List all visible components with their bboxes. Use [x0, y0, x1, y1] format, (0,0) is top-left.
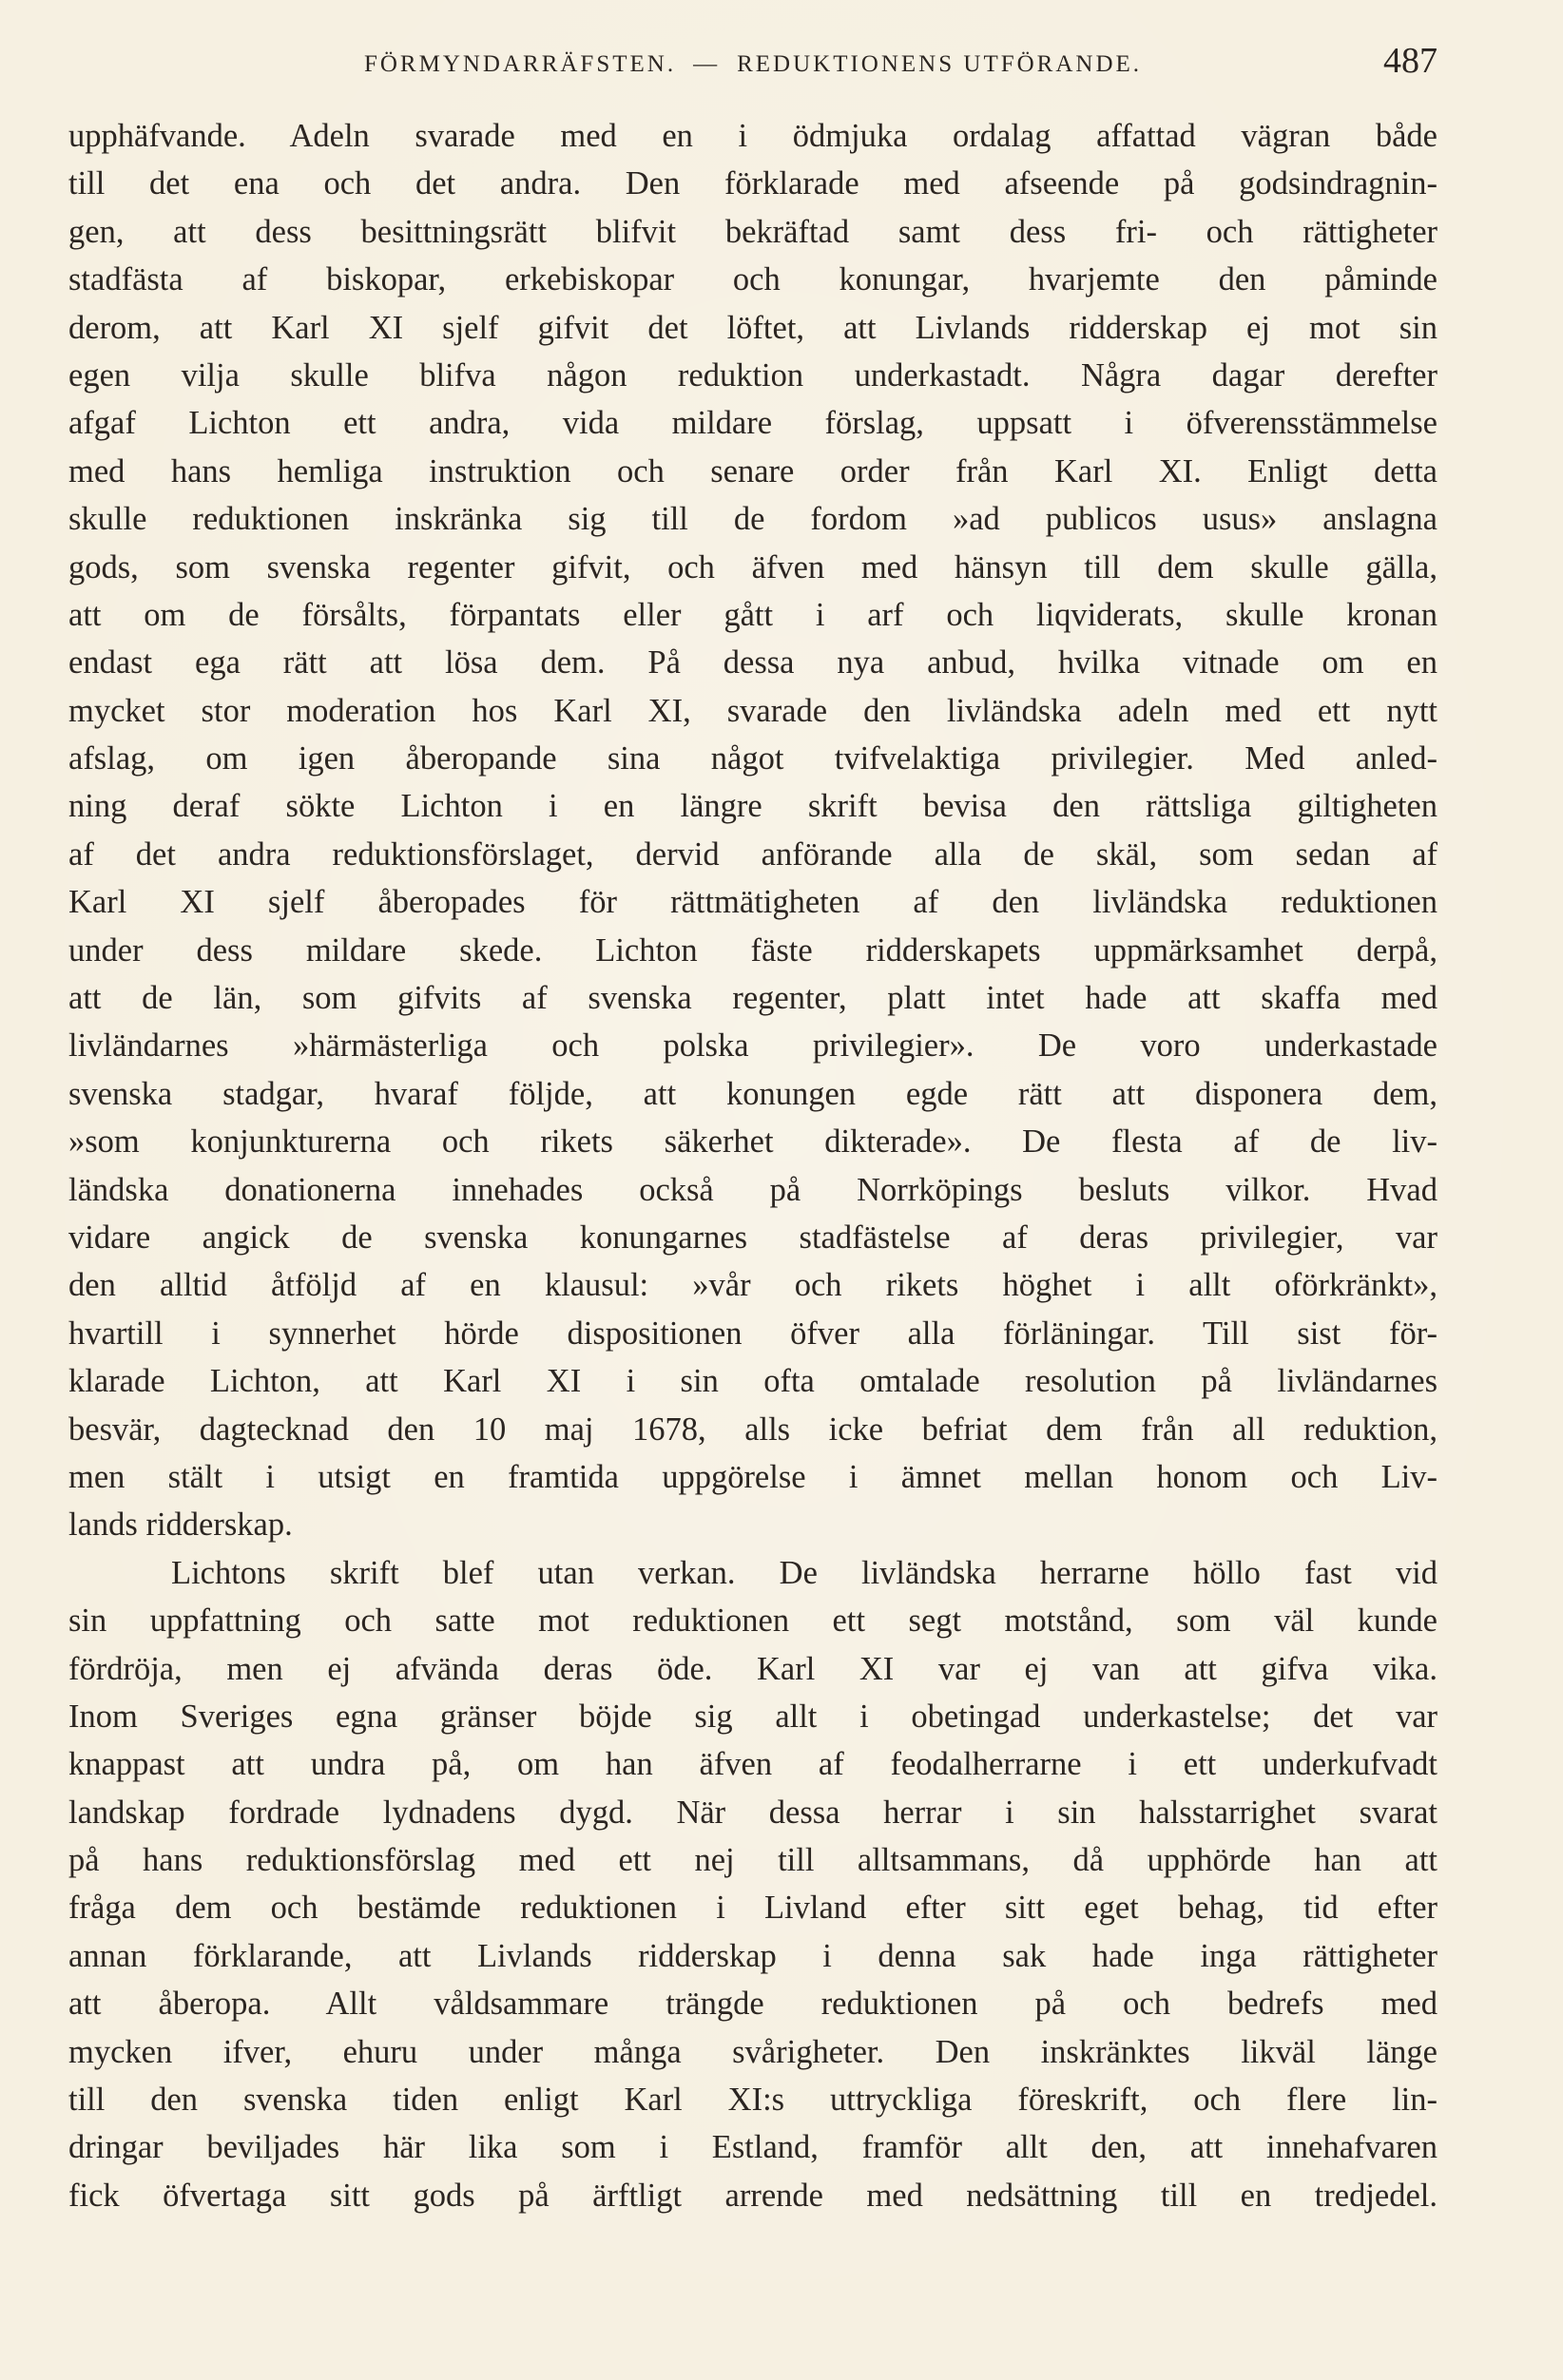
text-line: fördröja, men ej afvända deras öde. Karl XI var ej van att gifva vika.: [68, 1650, 1438, 1687]
text-line: stadfästa af biskopar, erkebiskopar och konungar, hvarjemte den påminde: [68, 261, 1438, 298]
text-line: till den svenska tiden enligt Karl XI:s uttryckliga föreskrift, och flere lin-: [68, 2082, 1438, 2119]
text-line: skulle reduktionen inskränka sig till de fordom »ad publicos usus» anslagna: [68, 501, 1438, 538]
text-line: livländarnes »härmästerliga och polska privilegier». De voro underkastade: [68, 1027, 1438, 1065]
text-line: ländska donationerna innehades också på Norrköpings besluts vilkor. Hvad: [68, 1171, 1438, 1208]
text-line: Inom Sveriges egna gränser böjde sig allt i obetingad underkastelse; det var: [68, 1698, 1438, 1735]
page-number: 487: [1383, 41, 1438, 81]
text-line: fråga dem och bestämde reduktionen i Livland efter sitt eget behag, tid efter: [68, 1890, 1438, 1927]
text-line: men stält i utsigt en framtida uppgörelse i ämnet mellan honom och Liv-: [68, 1458, 1438, 1495]
text-line: den alltid åtföljd af en klausul: »vår och rikets höghet i allt oförkränkt»,: [68, 1267, 1438, 1304]
paragraph-end-line: lands ridderskap.: [68, 1507, 293, 1544]
text-line: att de län, som gifvits af svenska regenter, platt intet hade att skaffa med: [68, 980, 1438, 1017]
text-line: att om de försålts, förpantats eller gått i arf och liqviderats, skulle kronan: [68, 596, 1438, 633]
text-line: »som konjunkturerna och rikets säkerhet dikterade». De flesta af de liv-: [68, 1123, 1438, 1161]
running-head-left: FÖRMYNDARRÄFSTEN.: [363, 51, 677, 77]
text-line: upphäfvande. Adeln svarade med en i ödmjuka ordalag affattad vägran både: [68, 118, 1438, 154]
text-line: att åberopa. Allt våldsammare trängde reduktionen på och bedrefs med: [68, 1986, 1438, 2023]
text-line: klarade Lichton, att Karl XI i sin ofta omtalade resolution på livländarnes: [68, 1363, 1438, 1400]
text-line: afgaf Lichton ett andra, vida mildare förslag, uppsatt i öfverensstämmelse: [68, 405, 1438, 442]
text-line: mycket stor moderation hos Karl XI, svarade den livländska adeln med ett nytt: [68, 692, 1438, 729]
text-line: dringar beviljades här lika som i Estland, framför allt den, att innehafvaren: [68, 2129, 1438, 2166]
paragraph-start-line: Lichtons skrift blef utan verkan. De livländska herrarne höllo fast vid: [171, 1554, 1438, 1591]
text-line: gen, att dess besittningsrätt blifvit bekräftad samt dess fri- och rättigheter: [68, 213, 1438, 250]
text-line: svenska stadgar, hvaraf följde, att konungen egde rätt att disponera dem,: [68, 1075, 1438, 1112]
running-head-title: [68, 51, 1438, 78]
text-line: knappast att undra på, om han äfven af feodalherrarne i ett underkufvadt: [68, 1746, 1438, 1783]
text-line: ning deraf sökte Lichton i en längre skrift bevisa den rättsliga giltigheten: [68, 788, 1438, 825]
text-line: mycken ifver, ehuru under många svårigheter. Den inskränktes likväl länge: [68, 2033, 1438, 2070]
text-line: hvartill i synnerhet hörde dispositionen öfver alla förläningar. Till sist för-: [68, 1315, 1438, 1352]
text-line: gods, som svenska regenter gifvit, och äfven med hänsyn till dem skulle gälla,: [68, 548, 1438, 585]
text-line: derom, att Karl XI sjelf gifvit det löftet, att Livlands ridderskap ej mot sin: [68, 309, 1438, 346]
text-line: endast ega rätt att lösa dem. På dessa nya anbud, hvilka vitnade om en: [68, 644, 1438, 681]
running-head-right: REDUKTIONENS UTFÖRANDE.: [737, 51, 1143, 77]
text-line: sin uppfattning och satte mot reduktionen ett segt motstånd, som väl kunde: [68, 1603, 1438, 1640]
running-head: [68, 40, 1438, 87]
text-line: afslag, om igen åberopande sina något tvifvelaktiga privilegier. Med anled-: [68, 740, 1438, 777]
text-line: egen vilja skulle blifva någon reduktion underkastadt. Några dagar derefter: [68, 356, 1438, 393]
text-line: med hans hemliga instruktion och senare order från Karl XI. Enligt detta: [68, 452, 1438, 489]
text-line: till det ena och det andra. Den förklarade med afseende på godsindragnin-: [68, 165, 1438, 202]
text-line: på hans reduktionsförslag med ett nej till alltsammans, då upphörde han att: [68, 1842, 1438, 1879]
text-line: annan förklarande, att Livlands ridderskap i denna sak hade inga rättigheter: [68, 1937, 1438, 1974]
text-line: fick öfvertaga sitt gods på ärftligt arrende med nedsättning till en tredjedel.: [68, 2177, 1438, 2214]
text-line: landskap fordrade lydnadens dygd. När dessa herrar i sin halsstarrighet svarat: [68, 1794, 1438, 1831]
running-head-separator: —: [693, 51, 721, 77]
text-line: Karl XI sjelf åberopades för rättmätigheten af den livländska reduktionen: [68, 884, 1438, 921]
text-line: besvär, dagtecknad den 10 maj 1678, alls icke befriat dem från all reduktion,: [68, 1411, 1438, 1448]
text-line: af det andra reduktionsförslaget, dervid anförande alla de skäl, som sedan af: [68, 835, 1438, 873]
text-line: under dess mildare skede. Lichton fäste ridderskapets uppmärksamhet derpå,: [68, 931, 1438, 969]
text-line: vidare angick de svenska konungarnes stadfästelse af deras privilegier, var: [68, 1219, 1438, 1256]
body-text: [68, 112, 1438, 2219]
